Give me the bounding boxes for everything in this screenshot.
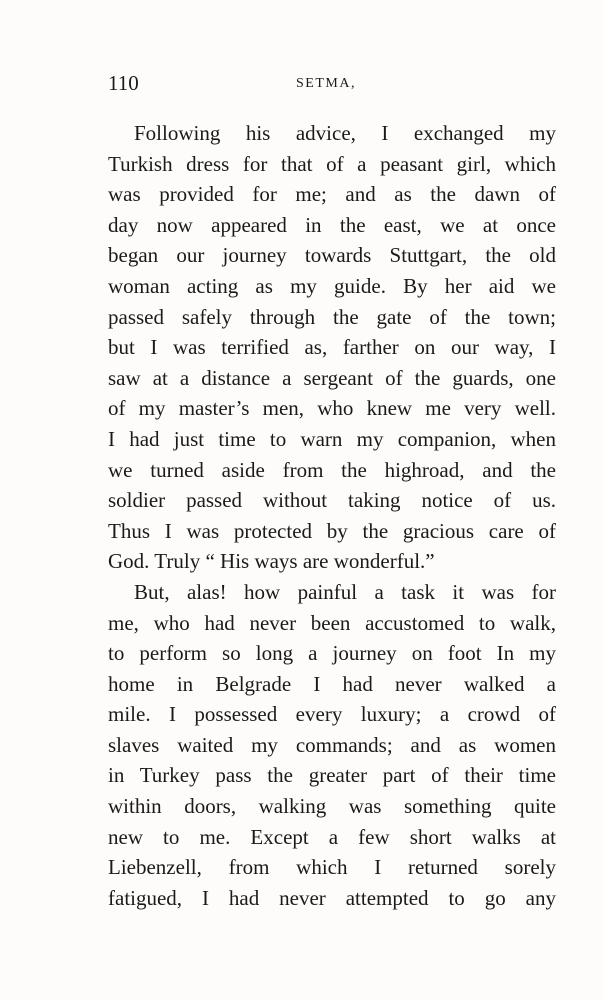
paragraph-2 xyxy=(108,577,556,914)
text-line: but I was terrified as, farther on our way, I xyxy=(108,335,556,360)
text-line: I had just time to warn my companion, when xyxy=(108,426,556,451)
body-text xyxy=(108,118,556,913)
text-line: was provided for me; and as the dawn of xyxy=(108,182,556,207)
text-line: mile. I possessed every luxury; a crowd of xyxy=(108,702,556,727)
text-line: new to me. Except a few short walks at xyxy=(108,824,556,849)
text-line: Liebenzell, from which I returned sorely xyxy=(108,855,556,880)
text-line: saw at a distance a sergeant of the guards, one xyxy=(108,365,556,390)
text-line: of my master’s men, who knew me very well. xyxy=(108,396,556,421)
text-line: But, alas! how painful a task it was for xyxy=(134,579,556,604)
text-line: day now appeared in the east, we at once xyxy=(108,212,556,237)
text-line: we turned aside from the highroad, and the xyxy=(108,457,556,482)
text-line: woman acting as my guide. By her aid we xyxy=(108,273,556,298)
text-line: passed safely through the gate of the town; xyxy=(108,304,556,329)
text-line: Following his advice, I exchanged my xyxy=(134,121,556,145)
text-line: God. Truly “ His ways are wonderful.” xyxy=(108,549,435,574)
text-line: slaves waited my commands; and as women xyxy=(108,732,556,757)
text-line: to perform so long a journey on foot In my xyxy=(108,641,556,666)
page-header xyxy=(108,70,558,100)
page-number: 110 xyxy=(108,71,139,95)
text-line: within doors, walking was something quite xyxy=(108,794,556,819)
running-head: SETMA, xyxy=(296,76,356,91)
paragraph-1 xyxy=(108,118,556,577)
text-line: home in Belgrade I had never walked a xyxy=(108,671,556,696)
text-line: in Turkey pass the greater part of their time xyxy=(108,763,556,788)
text-line: Turkish dress for that of a peasant girl, which xyxy=(108,151,556,176)
text-line: fatigued, I had never attempted to go any xyxy=(108,885,556,910)
text-line: Thus I was protected by the gracious care of xyxy=(108,518,556,543)
text-line: soldier passed without taking notice of us. xyxy=(108,488,556,513)
text-line: me, who had never been accustomed to walk, xyxy=(108,610,556,635)
text-line: began our journey towards Stuttgart, the old xyxy=(108,243,556,268)
